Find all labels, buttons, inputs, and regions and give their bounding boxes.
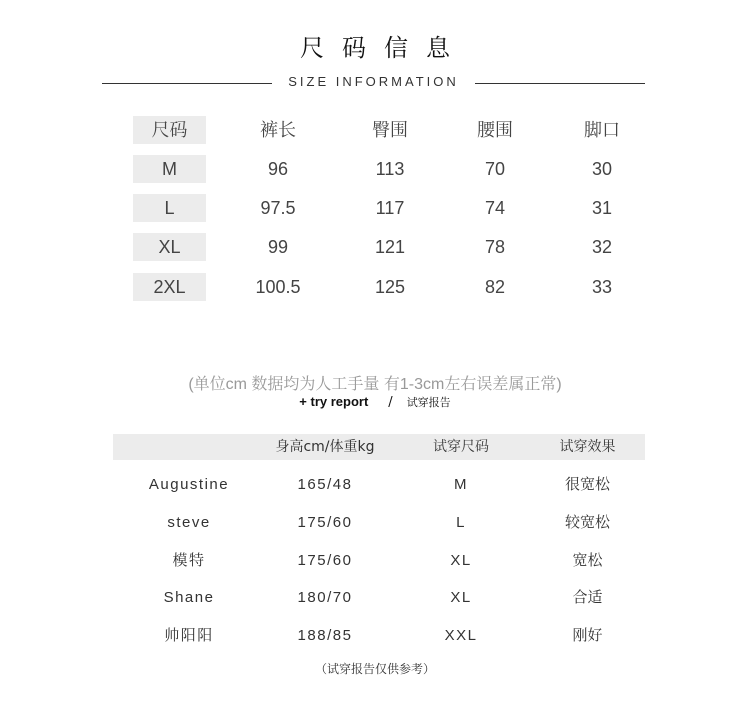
header-cell: 身高cm/体重kg [275, 439, 375, 455]
height-weight: 175/60 [297, 552, 353, 569]
table-cell: 113 [375, 159, 405, 179]
height-weight: 165/48 [297, 476, 353, 493]
try-report-label-zh: 试穿报告 [406, 396, 451, 409]
header-cell: 试穿效果 [559, 439, 616, 455]
height-weight: 188/85 [297, 627, 353, 644]
fitted-size: XXL [444, 627, 478, 644]
table-row [0, 586, 750, 610]
fit-result: 合适 [572, 589, 603, 606]
tester-name: Augustine [148, 476, 230, 493]
header-cell: 尺码 [133, 116, 206, 144]
header-cell: 腰围 [477, 120, 513, 140]
height-weight: 175/60 [297, 514, 353, 531]
page-title: 尺码信息 [300, 34, 468, 62]
table-cell: 32 [591, 237, 613, 257]
size-label: M [133, 155, 206, 183]
tester-name: 模特 [172, 552, 206, 569]
measurement-note: (单位cm 数据均为人工手量 有1-3cm左右误差属正常) [188, 376, 562, 393]
header-cell: 脚口 [584, 120, 620, 140]
size-label: L [133, 194, 206, 222]
header-cell: 裤长 [260, 120, 296, 140]
table-cell: 99 [267, 237, 289, 257]
table-row [0, 473, 750, 497]
fit-result: 宽松 [572, 552, 603, 569]
table-cell: 82 [484, 277, 506, 297]
table-cell: 30 [591, 159, 613, 179]
table-cell: 74 [484, 198, 506, 218]
tester-name: steve [167, 514, 211, 531]
table-row [0, 511, 750, 535]
table-row [0, 549, 750, 573]
fit-result: 较宽松 [564, 514, 610, 531]
header-cell: 臀围 [372, 120, 408, 140]
table-cell: 121 [374, 237, 406, 257]
fitted-size: XL [450, 552, 472, 569]
table-cell: 125 [374, 277, 406, 297]
table-cell: 97.5 [260, 198, 296, 218]
table-cell: 100.5 [255, 277, 301, 297]
table-cell: 117 [375, 198, 405, 218]
try-report-label-en: + try report [299, 394, 369, 409]
size-label: 2XL [133, 273, 206, 301]
fitted-size: M [454, 476, 468, 493]
footer-note: （试穿报告仅供参考） [314, 662, 435, 676]
fitted-size: L [456, 514, 466, 531]
tester-name: 帅阳阳 [164, 627, 214, 644]
table-cell: 78 [484, 237, 506, 257]
size-label: XL [133, 233, 206, 261]
table-cell: 96 [267, 159, 289, 179]
table-cell: 33 [591, 277, 613, 297]
tester-name: Shane [163, 589, 215, 606]
subtitle: SIZE INFORMATION [288, 74, 459, 89]
fitted-size: XL [450, 589, 472, 606]
try-report-separator: / [388, 395, 393, 410]
header-cell: 试穿尺码 [433, 439, 489, 455]
fit-result: 刚好 [572, 627, 603, 644]
height-weight: 180/70 [297, 589, 353, 606]
table-cell: 70 [484, 159, 506, 179]
fit-result: 很宽松 [564, 476, 610, 493]
table-cell: 31 [591, 198, 613, 218]
table-row [0, 624, 750, 648]
